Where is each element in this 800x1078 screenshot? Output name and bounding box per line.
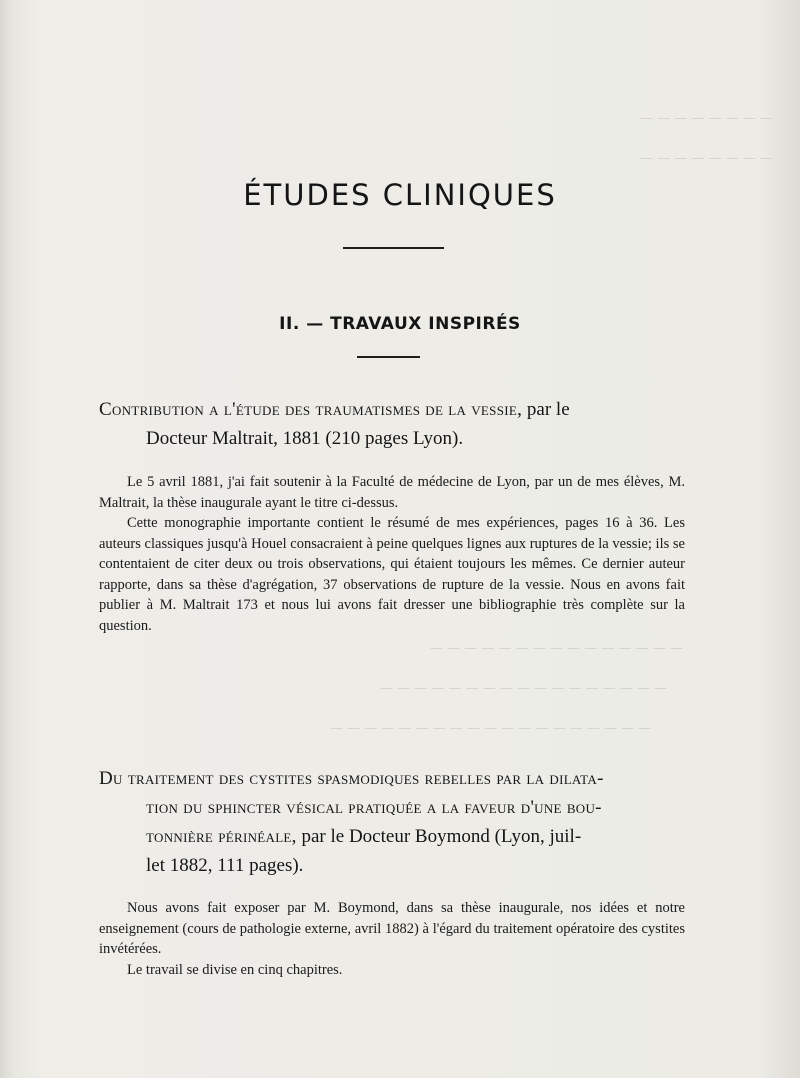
show-through-texture: — — — — — — — —	[640, 151, 773, 166]
entry-heading-2-line: tion du sphincter vésical pratiquée a la faveur d'une bou-	[146, 797, 602, 818]
paragraph: Le travail se divise en cinq chapitres.	[127, 961, 343, 978]
paragraph: Cette monographie importante contient le résumé de mes expériences, pages 16 à 36. Les auteurs classiques jusqu'à Houel consacraient à peine quelques lignes aux ruptures de la vessie; ils se contentaient de citer deux ou trois observations, qui étaient toujours les mêmes. Ce dernier auteur rapporte, dans sa thèse d'agrégation, 37 observations de rupture de la vessie. Nous en avons fait publier à M. Maltrait 173 et nous lui avons fait dresser une bibliographie très complète sur la question.	[99, 515, 685, 634]
paragraph: Nous avons fait exposer par M. Boymond, dans sa thèse inaugurale, nos idées et notre enseignement (cours de pathologie externe, avril 1882) à l'égard du traitement opératoire des cystites invétérées.	[99, 900, 685, 957]
entry-body-2	[99, 898, 685, 980]
entry-heading-2-line-tail: par le Docteur Boymond (Lyon, juil-	[296, 826, 582, 847]
entry-heading-1-title: Contribution a l'étude des traumatismes de la vessie,	[99, 399, 523, 420]
entry-heading-2-line: let 1882, 111 pages).	[146, 855, 304, 876]
section-title: II. — TRAVAUX INSPIRÉS	[279, 314, 521, 334]
title-divider	[343, 247, 444, 249]
page-title: ÉTUDES CLINIQUES	[243, 178, 557, 212]
entry-heading-2-line: Du traitement des cystites spasmodiques rebelles par la dilata-	[99, 768, 604, 789]
show-through-texture: — — — — — — — — — — — — — — — — — — —	[330, 721, 652, 736]
section-divider	[357, 356, 420, 358]
paragraph: Le 5 avril 1881, j'ai fait soutenir à la Faculté de médecine de Lyon, par un de mes élèves, M. Maltrait, la thèse inaugurale ayant le titre ci-dessus.	[99, 474, 685, 511]
entry-heading-1	[99, 395, 699, 453]
entry-heading-2	[99, 764, 699, 880]
show-through-texture: — — — — — — — — — — — — — — — — —	[380, 681, 668, 696]
entry-heading-1-tail: par le	[522, 399, 570, 420]
entry-body-1	[99, 472, 685, 636]
entry-heading-1-author: Docteur Maltrait, 1881 (210 pages Lyon).	[146, 428, 464, 449]
show-through-texture: — — — — — — — — — — — — — — —	[430, 641, 683, 656]
entry-heading-2-line: tonnière périnéale,	[146, 826, 297, 847]
show-through-texture: — — — — — — — —	[640, 111, 773, 126]
